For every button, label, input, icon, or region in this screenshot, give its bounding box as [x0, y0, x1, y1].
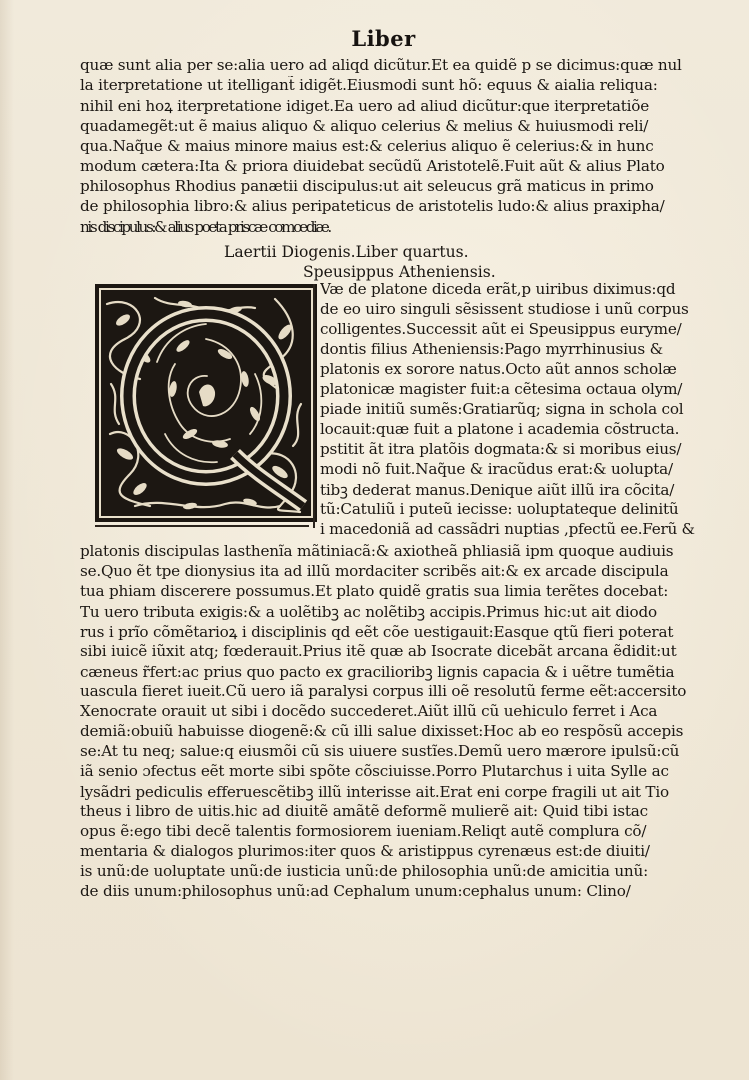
initial-bottom-rule — [95, 525, 309, 527]
chapter-heading: Speusippus Atheniensis. — [303, 263, 496, 281]
text-line: nihil eni hoꝝ iterpretatione idiget.Ea uero ad aliud dicũtur:que iterpretatiõe — [80, 97, 650, 116]
text-line: lysãdri pediculis efferuescẽtibꝫ illũ interisse ait.Erat eni corpe fragili ut ait Tio — [80, 783, 669, 801]
text-line: cæneus r̃fert:ac prius quo pacto ex gracilioribꝫ lignis capacia & i uẽtre tumẽtia — [80, 663, 675, 681]
text-line: se:At tu neq; salue:q eiusmõi cũ sis uiuere sustĩes.Demũ uero mærore ipulsũ:cũ — [80, 742, 680, 760]
text-line: de diis unum:philosophus unũ:ad Cephalum unum:cephalus unum: Clino/ — [80, 882, 631, 900]
text-block-top — [80, 56, 695, 242]
text-line: la iterpretatione ut itelligant̃ idigẽt.Eiusmodi sunt hõ: equus & aialia reliqua: — [80, 76, 658, 95]
text-line: qua.Naq̃ue & maius minore maius est:& celerius aliquo ẽ celerius:& in hunc — [80, 136, 654, 155]
text-line: demiã:obuiũ habuisse diogenẽ:& cũ illi salue dixisset:Hoc ab eo respõsũ accepis — [80, 722, 684, 740]
text-line: uascula fieret iueit.Cũ uero iã paralysi corpus illi oẽ resolutũ ferme eẽt:accersito — [80, 682, 687, 700]
text-line: sibi iuicẽ iũxit atq; fœderauit.Prius itẽ quæ ab Isocrate dicebãt arcana ẽdidit:ut — [80, 642, 677, 660]
text-line: rus i prĩo cõmẽtarioꝝ i disciplinis qd eẽt cõe uestigauit:Easque qtũ fieri poterat — [80, 623, 674, 641]
text-line: quadamegẽt:ut ẽ maius aliquo & aliquo celerius & melius & huiusmodi reli/ — [80, 116, 649, 135]
text-block-bottom — [80, 542, 695, 904]
text-line: Væ de platone diceda erãt,p uiribus diximus:qd — [320, 280, 676, 298]
text-line: i macedoniã ad cassãdri nuptias ,pfectũ ee.Ferũ & — [320, 520, 695, 538]
decorated-initial-q — [95, 284, 317, 522]
text-line: quæ sunt alia per se:alia uero ad aliqd dicũtur.Et ea quidẽ p se dicimus:quæ nul — [80, 56, 682, 74]
text-line: tibꝫ dederat manus.Denique aiũt illũ ira cõcita/ — [320, 481, 675, 499]
text-line: se.Quo ẽt tpe dionysius ita ad illũ mordaciter scribẽs ait:& ex arcade discipula — [80, 562, 669, 580]
text-line: dontis filius Atheniensis:Pago myrrhinusius & — [320, 340, 663, 358]
text-line: platonicæ magister fuit:a cẽtesima octaua olym/ — [320, 380, 683, 398]
text-line: platonis discipulas lasthenĩa mãtiniacã:& axiotheã phliasiã ipm quoque audiuis — [80, 542, 674, 560]
text-line: theus i libro de uitis.hic ad diuitẽ amãtẽ deformẽ mulierẽ ait: Quid tibi istac — [80, 802, 648, 820]
text-line: colligentes.Successit aũt ei Speusippus euryme/ — [320, 320, 682, 338]
text-line: de eo uiro singuli sẽsissent studiose i unũ corpus — [320, 300, 689, 318]
text-line: platonis ex sorore natus.Octo aũt annos scholæ — [320, 360, 677, 378]
text-line: nis discipulus:& alius poeta priscæ comœdiæ. — [80, 217, 330, 236]
text-line: pstitit ãt itra platõis dogmata:& si moribus eius/ — [320, 440, 682, 458]
text-line: tua phiam discerere possumus.Et plato quidẽ gratis sua limia terẽtes docebat: — [80, 582, 669, 600]
text-line: modi nõ fuit.Naq̃ue & iracũdus erat:& uolupta/ — [320, 460, 673, 478]
text-line: de philosophia libro:& alius peripateticus de aristotelis ludo:& alius praxipha/ — [80, 197, 665, 216]
text-line: locauit:quæ fuit a platone i academia cõstructa. — [320, 420, 680, 438]
book-heading: Laertii Diogenis.Liber quartus. — [224, 243, 469, 261]
running-head: Liber — [351, 26, 416, 51]
text-line: piade initiũ sumẽs:Gratiarũq; signa in schola col — [320, 400, 684, 418]
text-line: tũ:Catuliũ i puteũ iecisse: uoluptateque delinitũ — [320, 500, 679, 518]
text-line: Xenocrate orauit ut sibi i docẽdo succederet.Aiũt illũ cũ uehiculo ferret i Aca — [80, 702, 658, 720]
foliage-ornament-icon — [95, 284, 317, 522]
text-line: philosophus Rhodius panætii discipulus:ut ait seleucus grã maticus in primo — [80, 177, 654, 196]
text-line: iã senio ɔfectus eẽt morte sibi spõte cõsciuisse.Porro Plutarchus i uita Sylle ac — [80, 762, 669, 780]
text-line: is unũ:de uoluptate unũ:de iusticia unũ:de philosophia unũ:de amicitia unũ: — [80, 862, 648, 880]
initial-right-rule — [313, 284, 315, 528]
text-line: modum cætera:Ita & priora diuidebat secũdũ Aristotelẽ.Fuit aũt & alius Plato — [80, 157, 665, 175]
text-line: Tu uero tributa exigis:& a uolẽtibꝫ ac nolẽtibꝫ accipis.Primus hic:ut ait diodo — [80, 603, 657, 621]
text-line: mentaria & dialogos plurimos:iter quos & aristippus cyrenæus est:de diuiti/ — [80, 842, 650, 860]
text-line: opus ẽ:ego tibi decẽ talentis formosiorem iueniam.Reliqt autẽ complura cõ/ — [80, 822, 647, 840]
text-block-beside-initial — [320, 280, 695, 542]
